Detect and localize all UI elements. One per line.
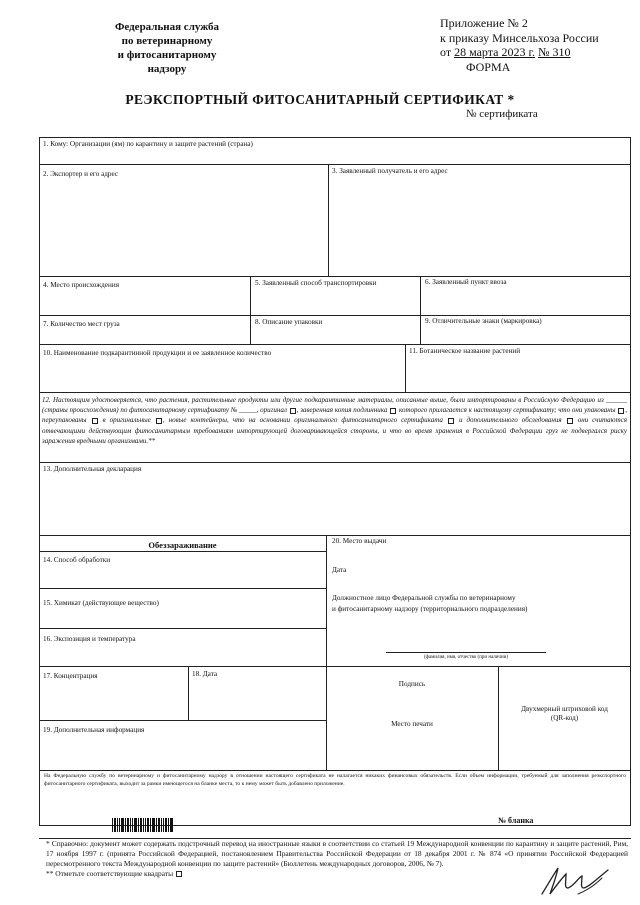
field-6-entry-point: 6. Заявленный пункт ввоза: [425, 278, 507, 286]
field-19-additional-info: 19. Дополнительная информация: [43, 726, 145, 734]
order-line: к приказу Минсельхоза России: [440, 30, 599, 45]
qr-code-area: [499, 705, 630, 723]
date-prefix: от: [440, 45, 455, 59]
field-18-date: 18. Дата: [192, 670, 218, 678]
checkbox-original-certificate[interactable]: [448, 418, 454, 424]
f12-text: и дополнительного обследования: [458, 416, 562, 425]
qr-label-line: Двухмерный штриховой код: [521, 705, 608, 713]
field-11-botanical-name: 11. Ботаническое название растений: [409, 347, 521, 355]
f12-text: , заверенная копия подлинника: [296, 406, 388, 415]
field-14-treatment: 14. Способ обработки: [43, 556, 111, 564]
field-3-consignee: 3. Заявленный получатель и его адрес: [332, 167, 448, 175]
field-10-product: 10. Наименование подкарантинной продукции и ее заявленное количество: [43, 349, 272, 357]
official-line-2: и фитосанитарному надзору (территориального подразделения): [332, 605, 528, 613]
order-number: № 310: [538, 45, 571, 59]
liability-note: На Федеральную службу по ветеринарному и фитосанитарному надзору в отношении настоящего сертификата не налагается никаких финансовых обязательств. Если объем информации, требуемый для заполнения реэкспортного фитосанитарного сертификата, выходит за рамки имеющегося на бланке места, то к нему может быть добавлено приложение.: [44, 773, 626, 787]
barcode-icon: [112, 818, 174, 832]
field-4-origin: 4. Место происхождения: [43, 281, 120, 289]
field-9-marks: 9. Отличительные знаки (маркировка): [425, 317, 542, 325]
agency-line: Федеральная служба: [114, 21, 220, 33]
disinfection-title: Обеззараживание: [148, 540, 217, 550]
field-16-exposure: 16. Экспозиция и температура: [43, 635, 136, 643]
signature-label: Подпись: [398, 680, 426, 688]
signature-icon: [538, 860, 614, 900]
field-2-exporter: 2. Экспортер и его адрес: [43, 170, 119, 178]
document-title: РЕЭКСПОРТНЫЙ ФИТОСАНИТАРНЫЙ СЕРТИФИКАТ *: [125, 92, 515, 107]
field-17-concentration: 17. Концентрация: [43, 672, 98, 680]
field-8-packaging: 8. Описание упаковки: [255, 318, 323, 326]
agency-line: по ветеринарному: [121, 35, 213, 47]
f12-text: , переупакованы: [42, 406, 628, 425]
checkbox-additional-inspection[interactable]: [567, 418, 573, 424]
footnote-2-text: ** Отметьте соответствующие квадраты: [46, 869, 174, 878]
appendix-block: [440, 16, 630, 74]
field-5-transport: 5. Заявленный способ транспортировки: [255, 279, 377, 287]
agency-name: [92, 20, 242, 76]
f12-text: 12. Настоящим удостоверяется, что растения, растительные продукты или другие подкарантинные материалы, описанные выше, были импортированы в Российскую Федерацию из ______ (страны происхождения) по фитосанитарному сертификату № _____, оригинал: [42, 396, 627, 415]
official-line-1: Должностное лицо Федеральной службы по ветеринарному: [332, 594, 516, 602]
checkbox-repacked[interactable]: [92, 418, 98, 424]
seal-label: Место печати: [391, 720, 433, 728]
form-label: ФОРМА: [466, 59, 511, 74]
f12-text: которого прилагается к настоящему сертификату; что они упакованы: [398, 406, 616, 415]
checkbox-original-containers[interactable]: [156, 418, 162, 424]
footnote-1: * Справочно: документ может содержать подстрочный перевод на иностранные языки в соответствии со статьей 19 Международной конвенции по карантину и защите растений, Рим, 17 ноября 1997 г. (принята Российской Федерацией, постановлением Правительства Российской Федерации от 18 декабря 2001 г. № 874 «О принятии Российской Федерацией пересмотренного текста Международной конвенции по защите растений» (Бюллетень международных договоров, 2006, № 7).: [46, 839, 628, 868]
field-15-chemical: 15. Химикат (действующее вещество): [43, 599, 159, 607]
order-date-line: [440, 45, 630, 60]
field-13-additional-declaration: 13. Дополнительная декларация: [43, 465, 142, 473]
blank-number-label: № бланка: [498, 816, 534, 825]
agency-line: надзору: [147, 63, 187, 75]
checkbox-legend: [176, 871, 182, 877]
field-20-place-of-issue: 20. Место выдачи: [332, 537, 387, 545]
checkbox-original[interactable]: [290, 408, 296, 414]
qr-label-line: (QR-код): [550, 714, 579, 722]
order-date: 28 марта 2023 г.: [454, 45, 536, 59]
certificate-number-label: № сертификата: [466, 108, 538, 120]
appendix-line: Приложение № 2: [440, 16, 528, 30]
field-7-packages: 7. Количество мест груза: [43, 320, 120, 328]
f12-text: , новые контейнеры, что на основании оригинального фитосанитарного сертификата: [162, 416, 443, 425]
field-12-declaration: [42, 395, 627, 446]
checkbox-certified-copy[interactable]: [390, 408, 396, 414]
agency-line: и фитосанитарному: [117, 49, 217, 61]
f12-text: в оригинальные: [102, 416, 151, 425]
fio-note: (фамилия, имя, отчество (при наличии): [424, 655, 508, 660]
field-1-recipient-org: 1. Кому: Организации (ям) по карантину и защите растений (страна): [43, 140, 253, 148]
f12-text: они считаются отвечающими действующим фитосанитарным требованиям импортирующей договаривающейся стороны, и что во время хранения в Российской Федерации груз не подвергался риску заражения вредными организмами.**: [42, 416, 628, 445]
checkbox-packed[interactable]: [618, 408, 624, 414]
date-label: Дата: [332, 566, 347, 574]
